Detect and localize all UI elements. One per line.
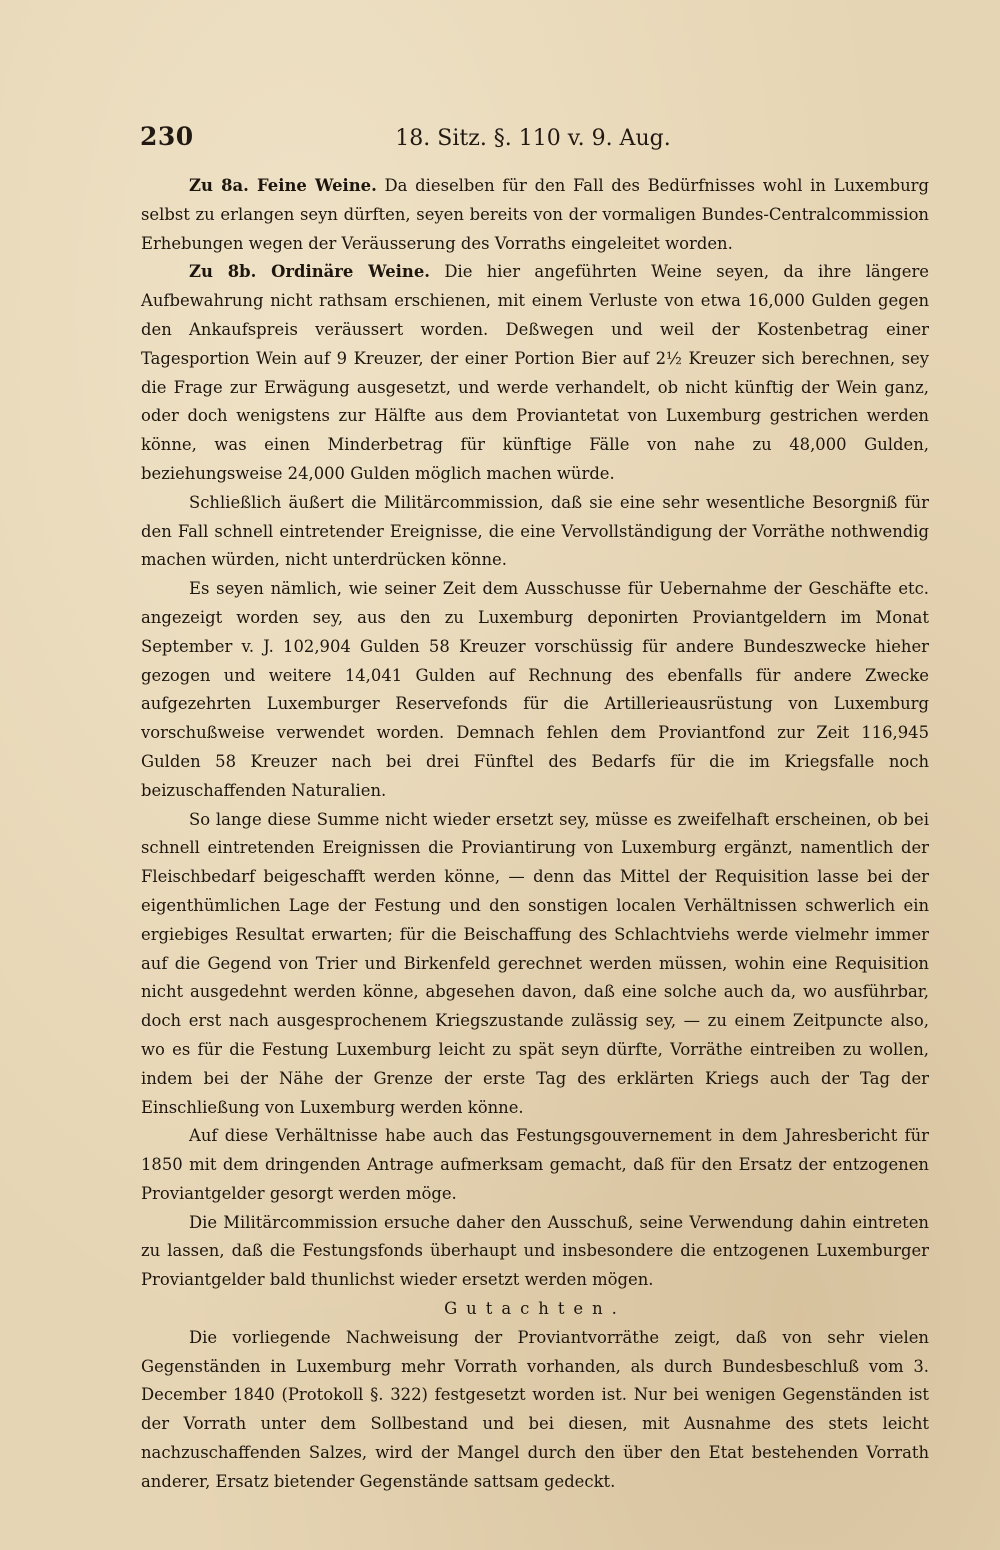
paragraph-text: Da dieselben für den Fall des Bedürfnisses wohl in Luxemburg selbst zu erlangen seyn dürften, seyen bereits von der vormaligen Bundes-Centralcommission Erhebungen wegen der Veräusserung des Vorraths eingeleitet worden. [141, 176, 929, 253]
page-header [140, 118, 926, 162]
paragraph-feine-weine [141, 172, 929, 258]
paragraph-text: Auf diese Verhältnisse habe auch das Festungsgouvernement in dem Jahresbericht für 1850 mit dem dringenden Antrage aufmerksam gemacht, daß für den Ersatz der entzogenen Proviantgelder gesorgt werden möge. [141, 1126, 929, 1203]
paragraph-besorgniss [141, 489, 929, 575]
running-head: 18. Sitz. §. 110 v. 9. Aug. [395, 126, 671, 151]
section-heading: Gutachten. [444, 1299, 626, 1319]
paragraph-text: Die Militärcommission ersuche daher den Ausschuß, seine Verwendung dahin eintreten zu lassen, daß die Festungsfonds überhaupt und insbesondere die entzogenen Luxemburger Proviantgelder bald thunlichst wieder ersetzt werden mögen. [141, 1212, 929, 1290]
paragraph-requisition [141, 806, 929, 1123]
paragraph-text: Die hier angeführten Weine seyen, da ihre längere Aufbewahrung nicht rathsam erschienen, mit einem Verluste von etwa 16,000 Gulden gegen den Ankaufspreis veräussert worden. Deßwegen und weil der Kostenbetrag einer Tagesportion Wein auf 9 Kreuzer, der einer Portion Bier auf 2½ Kreuzer sich berechnen, sey die Frage zur Erwägung ausgesetzt, und werde verhandelt, ob nicht künftig der Wein ganz, oder doch wenigstens zur Hälfte aus dem Proviantetat von Luxemburg gestrichen werden könne, was einen Minderbetrag für künftige Fälle von nahe zu 48,000 Gulden, beziehungsweise 24,000 Gulden möglich machen würde. [141, 262, 929, 483]
paragraph-lead: Zu 8a. Feine Weine. [189, 176, 377, 195]
page-number: 230 [140, 122, 194, 151]
paragraph-gutachten: Die vorliegende Nachweisung der Proviantvorräthe zeigt, daß von sehr vielen Gegenständen in Luxemburg mehr Vorrath vorhanden, als durch Bundesbeschluß vom 3. December 1840 (Protokoll §. 322) festgesetzt worden ist. Nur bei wenigen Gegenständen ist der Vorrath unter dem Sollbestand und bei diesen, mit Ausnahme des stets leicht nachzuschaffenden Salzes, wird der Mangel durch den über den Etat bestehenden Vorrath anderer, Ersatz bietender Gegenstände sattsam gedeckt. [141, 1327, 929, 1491]
paragraph-text: Schließlich äußert die Militärcommission, daß sie eine sehr wesentliche Besorgniß für den Fall schnell eintretender Ereignisse, die eine Vervollständigung der Vorräthe nothwendig machen würden, nicht unterdrücken könne. [141, 492, 929, 570]
paragraph-militaercommission [141, 1209, 929, 1295]
paragraph-ordinaere-weine [141, 258, 929, 488]
body-text [141, 172, 929, 1497]
paragraph-lead: Zu 8b. Ordinäre Weine. [189, 262, 430, 282]
paragraph-text: So lange diese Summe nicht wieder ersetzt sey, müsse es zweifelhaft erscheinen, ob bei schnell eintretenden Ereignissen die Proviantirung von Luxemburg ergänzt, namentlich der Fleischbedarf beigeschafft werden könne, — denn das Mittel der Requisition lasse bei der eigenthümlichen Lage der Festung und den sonstigen localen Verhältnissen schwerlich ein ergiebiges Resultat erwarten; für die Beischaffung des Schlachtviehs werde vielmehr immer auf die Gegend von Trier und Birkenfeld gerechnet werden müssen, wohin eine Requisition nicht ausgedehnt werden könne, abgesehen davon, daß eine solche auch da, wo ausführbar, doch erst nach ausgesprochenem Kriegszustande zulässig sey, — zu einem Zeitpuncte also, wo es für die Festung Luxemburg leicht zu spät seyn dürfte, Vorräthe eintreiben zu wollen, indem bei der Nähe der Grenze der erste Tag des erklärten Kriegs auch der Tag der Einschließung von Luxemburg werden könne. [141, 809, 929, 1117]
paragraph-text: Es seyen nämlich, wie seiner Zeit dem Ausschusse für Uebernahme der Geschäfte etc. angezeigt worden sey, aus den zu Luxemburg deponirten Proviantgeldern im Monat September v. J. 102,904 Gulden 58 Kreuzer vorschüssig für andere Bundeszwecke hieher gezogen und weitere 14,041 Gulden auf Rechnung des ebenfalls für andere Zwecke aufgezehrten Luxemburger Reservefonds für die Artillerieausrüstung von Luxemburg vorschußweise verwendet worden. Demnach fehlen dem Proviantfond zur Zeit 116,945 Gulden 58 Kreuzer nach bei drei Fünftel des Bedarfs für die im Kriegsfalle noch beizuschaffenden Naturalien. [141, 579, 929, 800]
paragraph-proviantgelder [141, 575, 929, 805]
paragraph-festungsgouvernement [141, 1122, 929, 1208]
